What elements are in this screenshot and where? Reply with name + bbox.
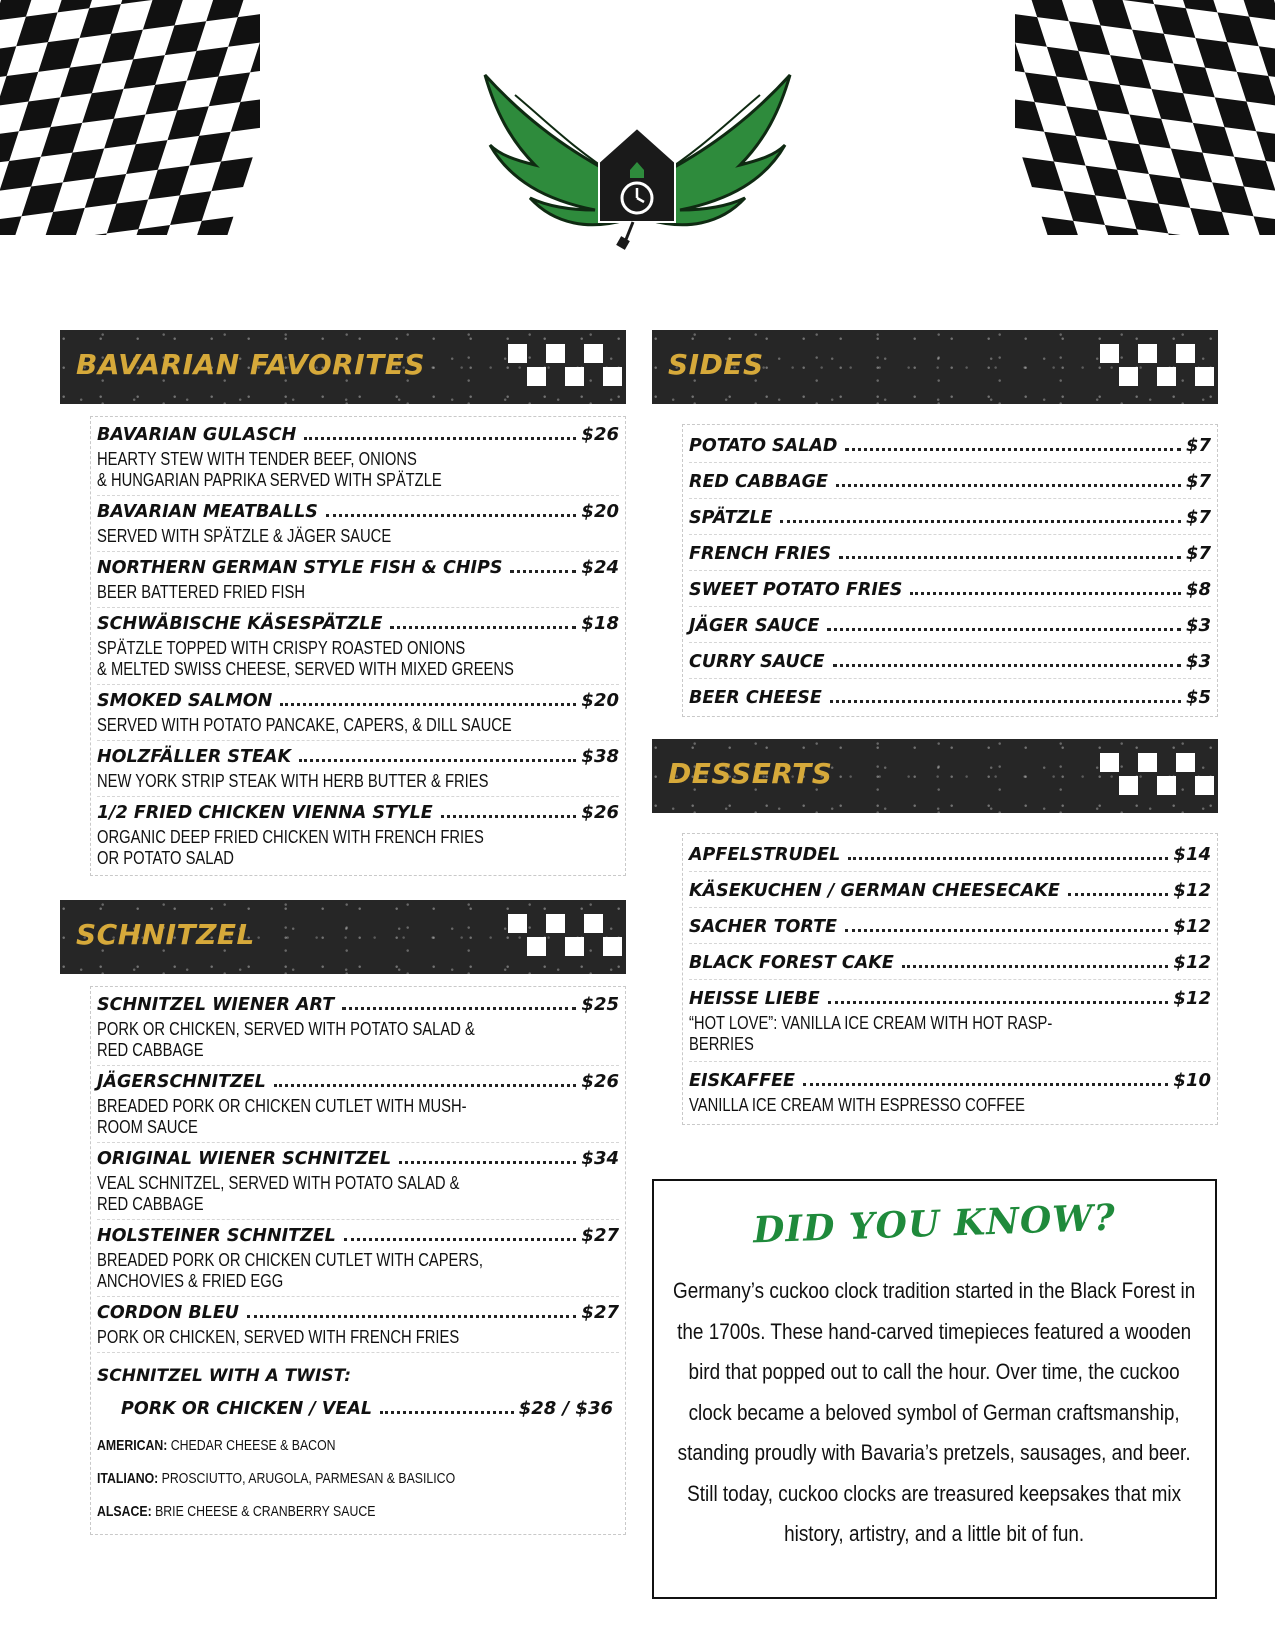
menu-item (689, 607, 1211, 643)
item-name: HOLZFÄLLER STEAK (97, 747, 292, 767)
did-you-know-text: Germany’s cuckoo clock tradition started in the Black Forest in the 1700s. These hand-carved timepieces featured a wooden bird that popped out to call the hour. Over time, the cuckoo clock became a beloved symbol of German craftsmanship, standing proudly with Bavaria’s pretzels, sausages, and beer. Still today, cuckoo clocks are treasured keepsakes that mix history, artistry, and a little bit of fun. (673, 1278, 1196, 1546)
item-price: $34 (581, 1148, 619, 1169)
item-price: $26 (581, 802, 619, 823)
item-price: $3 (1185, 615, 1211, 636)
item-price: $26 (581, 1071, 619, 1092)
leader-dots (299, 759, 576, 762)
desserts-header (652, 739, 1218, 813)
item-name: FRENCH FRIES (689, 544, 832, 564)
sides-list (682, 424, 1218, 717)
item-name: BEER CHEESE (689, 688, 822, 708)
item-description: VEAL SCHNITZEL, SERVED WITH POTATO SALAD & RED CABBAGE (97, 1173, 460, 1214)
bavarian-favorites-header (60, 330, 626, 404)
item-name: RED CABBAGE (689, 472, 828, 492)
item-price: $7 (1185, 435, 1211, 456)
checkered-flag-left (0, 0, 260, 235)
menu-item (689, 499, 1211, 535)
menu-item (97, 419, 619, 496)
menu-item (689, 908, 1211, 944)
leader-dots (839, 556, 1181, 559)
menu-item (97, 685, 619, 741)
leader-dots (280, 703, 576, 706)
item-price: $20 (581, 690, 619, 711)
menu-item (97, 1297, 619, 1353)
did-you-know-title: DID YOU KNOW? (752, 1196, 1117, 1252)
checker-pattern-icon (508, 344, 624, 390)
menu-item (689, 944, 1211, 980)
leader-dots (399, 1161, 576, 1164)
item-description: SERVED WITH POTATO PANCAKE, CAPERS, & DILL SAUCE (97, 715, 512, 735)
leader-dots (836, 484, 1181, 487)
item-name: CORDON BLEU (97, 1303, 239, 1323)
item-price: $28 / $36 (518, 1398, 613, 1419)
menu-item (97, 1143, 619, 1220)
leader-dots (441, 815, 577, 818)
left-column (60, 330, 626, 1535)
leader-dots (380, 1411, 514, 1414)
leader-dots (1068, 893, 1169, 896)
item-description: SERVED WITH SPÄTZLE & JÄGER SAUCE (97, 526, 392, 546)
item-name: ORIGINAL WIENER SCHNITZEL (97, 1149, 392, 1169)
item-price: $7 (1185, 507, 1211, 528)
menu-item (689, 535, 1211, 571)
item-name: SMOKED SALMON (97, 691, 273, 711)
item-price: $8 (1185, 579, 1211, 600)
twist-option: ITALIANO: PROSCIUTTO, ARUGOLA, PARMESAN & BASILICO (97, 1470, 456, 1487)
item-name: SCHWÄBISCHE KÄSESPÄTZLE (97, 614, 383, 634)
item-name: JÄGERSCHNITZEL (97, 1072, 266, 1092)
item-description: “HOT LOVE”: VANILLA ICE CREAM WITH HOT RASP- BERRIES (689, 1013, 1053, 1054)
item-description: PORK OR CHICKEN, SERVED WITH FRENCH FRIES (97, 1327, 460, 1347)
section-title: BAVARIAN FAVORITES (76, 348, 426, 381)
leader-dots (828, 1001, 1169, 1004)
bavarian-favorites-list (90, 416, 626, 876)
twist-option: AMERICAN: CHEDAR CHEESE & BACON (97, 1437, 336, 1454)
item-name: JÄGER SAUCE (689, 616, 820, 636)
menu-item (97, 989, 619, 1066)
menu-item (689, 571, 1211, 607)
item-description: VANILLA ICE CREAM WITH ESPRESSO COFFEE (689, 1095, 1025, 1115)
item-price: $12 (1173, 952, 1211, 973)
menu-item (689, 643, 1211, 679)
item-price: $12 (1173, 916, 1211, 937)
item-name: HOLSTEINER SCHNITZEL (97, 1226, 336, 1246)
menu-item (689, 679, 1211, 714)
leader-dots (830, 700, 1181, 703)
item-name: HEISSE LIEBE (689, 989, 820, 1009)
item-name: POTATO SALAD (689, 436, 838, 456)
item-name: CURRY SAUCE (689, 652, 825, 672)
item-description: SPÄTZLE TOPPED WITH CRISPY ROASTED ONIONS & MELTED SWISS CHEESE, SERVED WITH MIXED GREENS (97, 638, 514, 679)
menu-item (689, 836, 1211, 872)
menu-item (97, 496, 619, 552)
menu-item (97, 1066, 619, 1143)
item-price: $10 (1173, 1070, 1211, 1091)
menu-item (97, 608, 619, 685)
item-description: BREADED PORK OR CHICKEN CUTLET WITH MUSH- ROOM SAUCE (97, 1096, 467, 1137)
section-title: DESSERTS (668, 757, 833, 790)
item-name: 1/2 FRIED CHICKEN VIENNA STYLE (97, 803, 433, 823)
item-price: $12 (1173, 880, 1211, 901)
item-price: $38 (581, 746, 619, 767)
schnitzel-twist (97, 1353, 619, 1532)
item-name: SACHER TORTE (689, 917, 838, 937)
leader-dots (247, 1315, 576, 1318)
leader-dots (390, 626, 576, 629)
leader-dots (845, 929, 1168, 932)
menu-item (97, 797, 619, 873)
leader-dots (274, 1084, 577, 1087)
leader-dots (910, 592, 1181, 595)
menu-item (97, 1220, 619, 1297)
leader-dots (344, 1238, 577, 1241)
item-name: NORTHERN GERMAN STYLE FISH & CHIPS (97, 558, 503, 578)
item-price: $7 (1185, 543, 1211, 564)
leader-dots (848, 857, 1168, 860)
leader-dots (304, 437, 576, 440)
leader-dots (845, 448, 1181, 451)
leader-dots (342, 1007, 576, 1010)
leader-dots (510, 570, 576, 573)
item-price: $12 (1173, 988, 1211, 1009)
item-name: SCHNITZEL WIENER ART (97, 995, 335, 1015)
item-price: $3 (1185, 651, 1211, 672)
checker-pattern-icon (508, 914, 624, 960)
leader-dots (902, 965, 1169, 968)
item-name: BAVARIAN MEATBALLS (97, 502, 318, 522)
item-name: KÄSEKUCHEN / GERMAN CHEESECAKE (689, 881, 1060, 901)
item-description: NEW YORK STRIP STEAK WITH HERB BUTTER & FRIES (97, 771, 489, 791)
item-price: $26 (581, 424, 619, 445)
item-price: $27 (581, 1225, 619, 1246)
schnitzel-header (60, 900, 626, 974)
menu-item (689, 1062, 1211, 1122)
item-price: $24 (581, 557, 619, 578)
menu-item (97, 741, 619, 797)
schnitzel-list (90, 986, 626, 1535)
item-name: SPÄTZLE (689, 508, 773, 528)
leader-dots (833, 664, 1181, 667)
item-description: ORGANIC DEEP FRIED CHICKEN WITH FRENCH FRIES OR POTATO SALAD (97, 827, 484, 868)
section-title: SIDES (668, 348, 764, 381)
section-title: SCHNITZEL (76, 918, 255, 951)
menu-item (689, 427, 1211, 463)
item-description: PORK OR CHICKEN, SERVED WITH POTATO SALAD & RED CABBAGE (97, 1019, 475, 1060)
item-price: $18 (581, 613, 619, 634)
item-name: APFELSTRUDEL (689, 845, 841, 865)
did-you-know-box (652, 1179, 1217, 1599)
menu-item (689, 463, 1211, 499)
leader-dots (326, 514, 577, 517)
twist-title: SCHNITZEL WITH A TWIST: (97, 1366, 352, 1386)
leader-dots (780, 520, 1181, 523)
menu-item (97, 552, 619, 608)
item-price: $20 (581, 501, 619, 522)
right-column (652, 330, 1218, 1125)
item-name: BAVARIAN GULASCH (97, 425, 297, 445)
checker-pattern-icon (1100, 753, 1216, 799)
desserts-list (682, 833, 1218, 1125)
item-price: $27 (581, 1302, 619, 1323)
item-price: $25 (581, 994, 619, 1015)
checkered-flag-right (1015, 0, 1275, 235)
leader-dots (827, 628, 1181, 631)
twist-option: ALSACE: BRIE CHEESE & CRANBERRY SAUCE (97, 1503, 376, 1520)
item-name: PORK OR CHICKEN / VEAL (121, 1399, 373, 1419)
leader-dots (803, 1083, 1168, 1086)
winged-cuckoo-clock-logo (475, 70, 800, 260)
item-description: HEARTY STEW WITH TENDER BEEF, ONIONS & HUNGARIAN PAPRIKA SERVED WITH SPÄTZLE (97, 449, 442, 490)
item-price: $7 (1185, 471, 1211, 492)
item-price: $14 (1173, 844, 1211, 865)
menu-item (689, 980, 1211, 1062)
menu-item (689, 872, 1211, 908)
item-name: SWEET POTATO FRIES (689, 580, 903, 600)
checker-pattern-icon (1100, 344, 1216, 390)
item-price: $5 (1185, 687, 1211, 708)
sides-header (652, 330, 1218, 404)
item-name: EISKAFFEE (689, 1071, 795, 1091)
item-description: BEER BATTERED FRIED FISH (97, 582, 306, 602)
item-description: BREADED PORK OR CHICKEN CUTLET WITH CAPERS, ANCHOVIES & FRIED EGG (97, 1250, 484, 1291)
item-name: BLACK FOREST CAKE (689, 953, 894, 973)
